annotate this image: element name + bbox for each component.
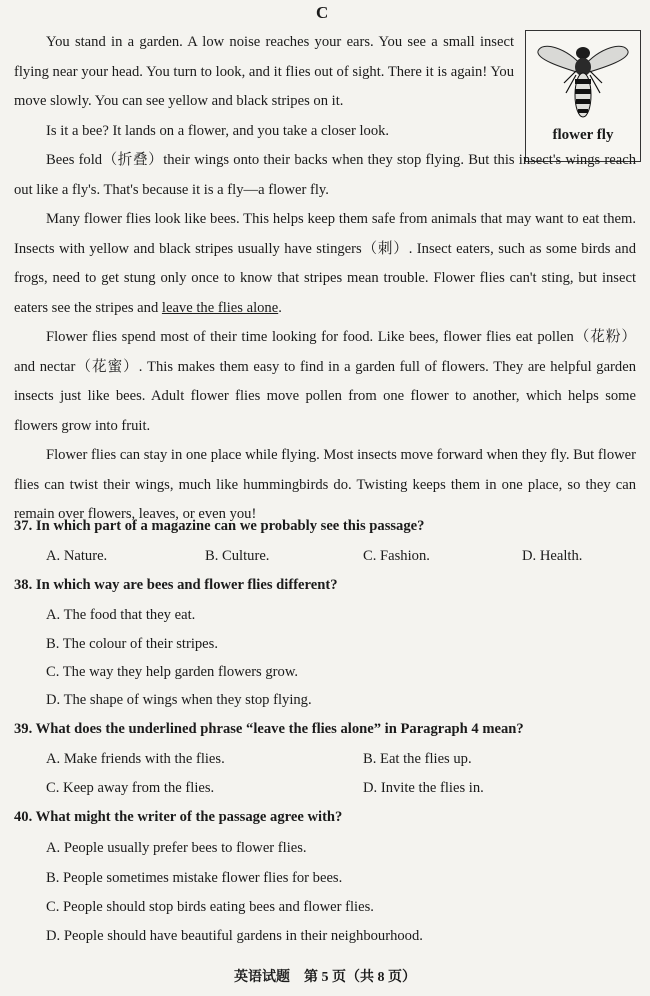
option-40-b[interactable]: B. People sometimes mistake flower flies for bees. — [46, 870, 343, 886]
option-39-d[interactable]: D. Invite the flies in. — [363, 780, 484, 796]
option-38-c[interactable]: C. The way they help garden flowers grow. — [46, 664, 299, 680]
page-footer: 英语试题 第 5 页（共 8 页） — [234, 970, 416, 985]
question-number: 38. — [14, 577, 33, 593]
paragraph-5: Flower flies spend most of their time looking for food. Like bees, flower flies eat pollen（花粉）and nectar（花蜜）. This makes them easy to find in a garden full of flowers. They are helpful garden insects just like bees. Adult flower flies move pollen from one flower to another, which helps some flowers grow into fruit. — [14, 329, 636, 434]
option-37-a[interactable]: A. Nature. — [46, 548, 108, 564]
question-text: In which way are bees and flower flies different? — [35, 577, 338, 593]
paragraph-6: Flower flies can stay in one place while flying. Most insects move forward when they fly. But flower flies can twist their wings, much like hummingbirds do. Twisting keeps them in one place, so they can remain over flowers, leaves, or even you! — [14, 447, 636, 522]
paragraph-1: You stand in a garden. A low noise reaches your ears. You see a small insect flying near your head. You turn to look, and it flies out of sight. There it is again! You move slowly. You can see yellow and black stripes on it. — [14, 34, 514, 109]
option-38-b[interactable]: B. The colour of their stripes. — [46, 636, 218, 652]
section-heading: C — [316, 3, 329, 22]
option-40-d[interactable]: D. People should have beautiful gardens in their neighbourhood. — [46, 928, 423, 944]
option-37-d[interactable]: D. Health. — [522, 548, 583, 564]
question-38 — [14, 577, 338, 594]
paragraph-4-text: Many flower flies look like bees. This helps keep them safe from animals that may want to eat them. Insects with yellow and black stripes usually have stingers（刺）. Insect eaters, such as some birds and frogs, need to get stung only once to know that stripes mean trouble. Flower flies can't sting, but insect eaters see the stripes and — [14, 211, 636, 316]
question-40 — [14, 809, 342, 826]
underlined-phrase: leave the flies alone — [161, 299, 279, 316]
option-39-a[interactable]: A. Make friends with the flies. — [46, 751, 225, 767]
question-text: In which part of a magazine can we probably see this passage? — [35, 518, 425, 534]
question-number: 39. — [14, 721, 33, 737]
option-38-d[interactable]: D. The shape of wings when they stop flying. — [46, 692, 312, 708]
paragraph-2: Is it a bee? It lands on a flower, and you take a closer look. — [46, 122, 390, 139]
option-39-c[interactable]: C. Keep away from the flies. — [46, 780, 215, 796]
passage — [14, 28, 636, 530]
question-number: 40. — [14, 809, 33, 825]
question-39 — [14, 721, 524, 738]
question-37 — [14, 518, 424, 535]
option-38-a[interactable]: A. The food that they eat. — [46, 607, 196, 623]
option-37-b[interactable]: B. Culture. — [205, 548, 270, 564]
paragraph-3: Bees fold（折叠）their wings onto their backs when they stop flying. But this insect's wings reach out like a fly's. That's because it is a fly—a flower fly. — [14, 152, 636, 198]
paragraph-4-end: . — [278, 299, 282, 316]
question-text: What might the writer of the passage agree with? — [35, 809, 343, 825]
option-40-c[interactable]: C. People should stop birds eating bees and flower flies. — [46, 899, 374, 915]
question-number: 37. — [14, 518, 33, 534]
option-39-b[interactable]: B. Eat the flies up. — [363, 751, 472, 767]
question-text: What does the underlined phrase “leave the flies alone” in Paragraph 4 mean? — [35, 721, 524, 737]
paragraph-4 — [14, 205, 636, 323]
option-40-a[interactable]: A. People usually prefer bees to flower flies. — [46, 840, 307, 856]
option-37-c[interactable]: C. Fashion. — [363, 548, 430, 564]
figure-caption: flower fly — [552, 127, 614, 143]
